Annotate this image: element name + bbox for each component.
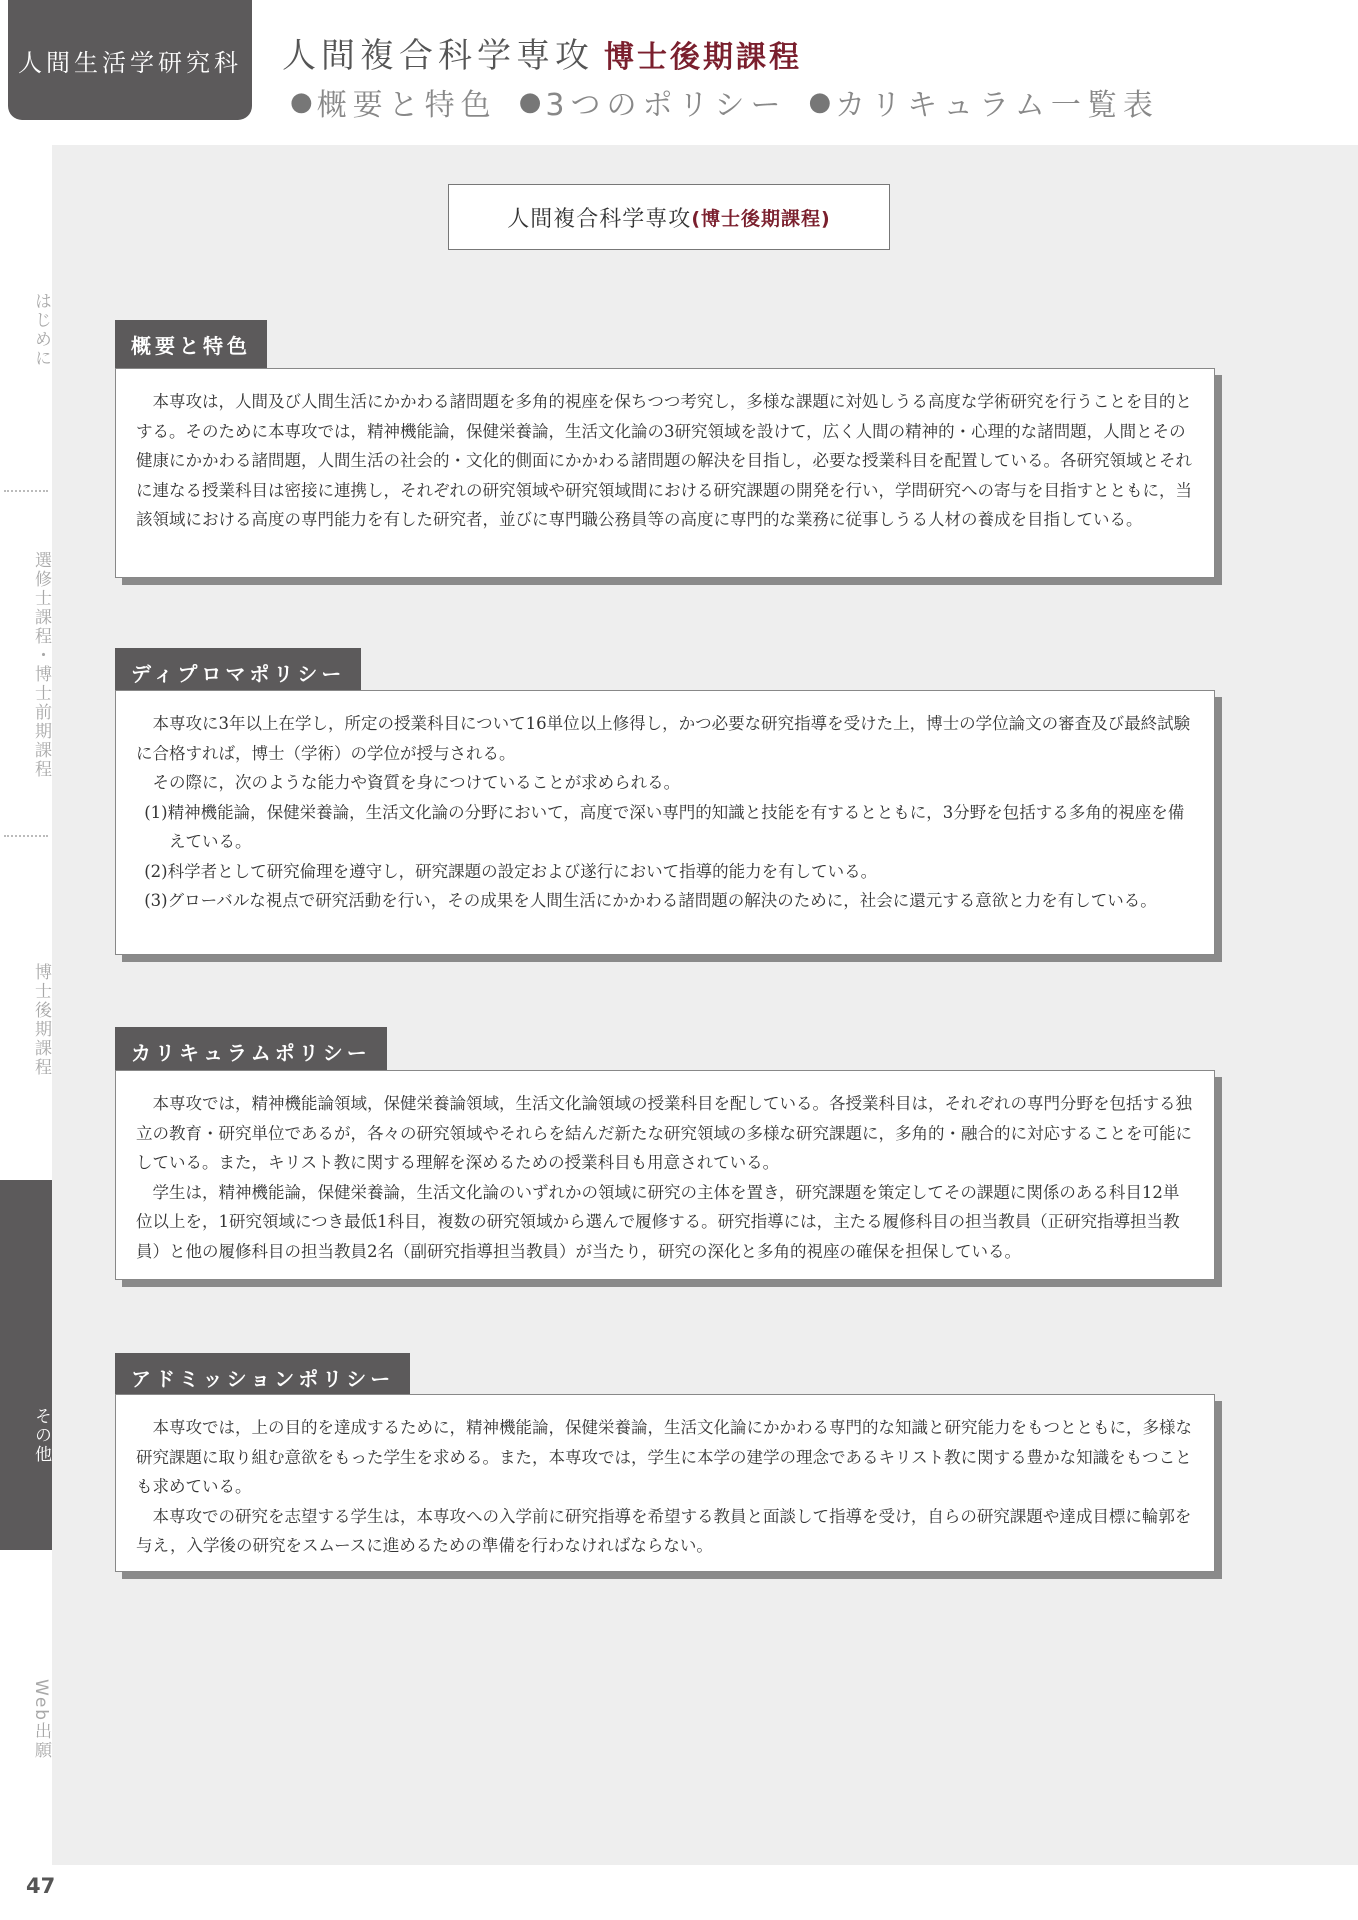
section-box-curriculum-policy xyxy=(115,1070,1215,1280)
section-label-diploma-policy: ディプロマポリシー xyxy=(115,648,361,696)
sidebar-item-other[interactable]: その他 xyxy=(0,1180,52,1550)
program-title-main: 人間複合科学専攻 xyxy=(507,206,692,232)
curriculum-paragraph: 学生は，精神機能論，保健栄養論，生活文化論のいずれかの領域に研究の主体を置き，研究課題を策定してその課題に関係のある科目12単位以上を，1研究領域につき最低1科目，複数の研究領域から選んで履修する。研究指導には，主たる履修科目の担当教員（正研究指導担当教員）と他の履修科目の担当教員2名（副研究指導担当教員）が当たり，研究の深化と多角的視座の確保を担保している。 xyxy=(136,1182,1180,1261)
overview-paragraph: 本専攻は，人間及び人間生活にかかわる諸問題を多角的視座を保ちつつ考究し，多様な課題に対処しうる高度な学術研究を行うことを目的とする。そのために本専攻では，精神機能論，保健栄養論，生活文化論の3研究領域を設けて，広く人間の精神的・心理的な諸問題，人間とその健康にかかわる諸問題，人間生活の社会的・文化的側面にかかわる諸問題の解決を目指し，必要な授業科目を配置している。各研究領域とそれに連なる授業科目は密接に連携し，それぞれの研究領域や研究領域間における研究課題の開発を行い，学問研究への寄与を目指すとともに，当該領域における高度の専門能力を有した研究者，並びに専門職公務員等の高度に専門的な業務に従事しうる人材の養成を目指している。 xyxy=(136,392,1192,529)
diploma-paragraph: その際に，次のような能力や資質を身につけていることが求められる。 xyxy=(152,773,681,792)
diploma-paragraph: 本専攻に3年以上在学し，所定の授業科目について16単位以上修得し，かつ必要な研究指導を受けた上，博士の学位論文の審査及び最終試験に合格すれば，博士（学術）の学位が授与される。 xyxy=(136,714,1191,763)
bullet-icon: ● xyxy=(808,87,832,117)
page-number: 47 xyxy=(26,1874,56,1898)
bullet-icon: ● xyxy=(518,87,542,117)
sidebar-item-web-application[interactable]: Web出願 xyxy=(31,1679,51,1761)
section-label-admission-policy: アドミッションポリシー xyxy=(115,1353,410,1401)
curriculum-paragraph: 本専攻では，精神機能論領域，保健栄養論領域，生活文化論領域の授業科目を配している。各授業科目は，それぞれの専門分野を包括する独立の教育・研究単位であるが，各々の研究領域やそれらを結んだ新たな研究領域の多様な研究課題に，多角的・融合的に対応することを可能にしている。また，キリスト教に関する理解を深めるための授業科目も用意されている。 xyxy=(136,1094,1192,1172)
section-label-overview: 概要と特色 xyxy=(115,320,267,368)
sidebar-item-doctoral[interactable]: 博士後期課程 xyxy=(31,963,51,1077)
section-label-curriculum-policy: カリキュラムポリシー xyxy=(115,1027,387,1075)
sidebar-divider xyxy=(4,490,48,492)
program-title-box xyxy=(448,184,890,250)
admission-paragraph: 本専攻では，上の目的を達成するために，精神機能論，保健栄養論，生活文化論にかかわる専門的な知識と研究能力をもつとともに，多様な研究課題に取り組む意欲をもった学生を求める。また，本専攻では，学生に本学の建学の理念であるキリスト教に関する豊かな知識をもつことも求めている。 xyxy=(136,1418,1192,1496)
page-title-accent: 博士後期課程 xyxy=(604,40,802,75)
nav-item-policies[interactable]: ● 3つのポリシー xyxy=(518,87,787,123)
diploma-item: (1)精神機能論，保健栄養論，生活文化論の分野において，高度で深い専門的知識と技能を有するとともに，3分野を包括する多角的視座を備えている。 xyxy=(144,802,1185,851)
department-tab xyxy=(8,0,252,120)
program-title-accent: (博士後期課程) xyxy=(691,207,831,230)
sidebar-item-masters[interactable]: 選修士課程・博士前期課程 xyxy=(31,551,51,779)
nav-item-overview[interactable]: ● 概要と特色 xyxy=(290,87,497,123)
page-title-main: 人間複合科学専攻 xyxy=(282,36,594,76)
section-box-overview xyxy=(115,368,1215,578)
diploma-item: (2)科学者として研究倫理を遵守し，研究課題の設定および遂行において指導的能力を有している。 xyxy=(144,861,878,881)
section-box-diploma-policy xyxy=(115,690,1215,955)
section-box-admission-policy xyxy=(115,1394,1215,1572)
nav-item-curriculum[interactable]: ● カリキュラム一覧表 xyxy=(808,87,1159,123)
header-nav xyxy=(290,80,1159,124)
diploma-item: (3)グローバルな視点で研究活動を行い，その成果を人間生活にかかわる諸問題の解決のために，社会に還元する意欲と力を有している。 xyxy=(144,891,1157,910)
bullet-icon: ● xyxy=(290,87,313,117)
sidebar xyxy=(0,145,52,1865)
admission-paragraph: 本専攻での研究を志望する学生は，本専攻への入学前に研究指導を希望する教員と面談して指導を受け，自らの研究課題や達成目標に輪郭を与え，入学後の研究をスムースに進めるための準備を行わなければならない。 xyxy=(136,1506,1192,1555)
sidebar-divider xyxy=(4,835,48,837)
page-title xyxy=(282,28,802,77)
department-label: 人間生活学研究科 xyxy=(18,48,242,77)
sidebar-item-intro[interactable]: はじめに xyxy=(31,292,51,368)
